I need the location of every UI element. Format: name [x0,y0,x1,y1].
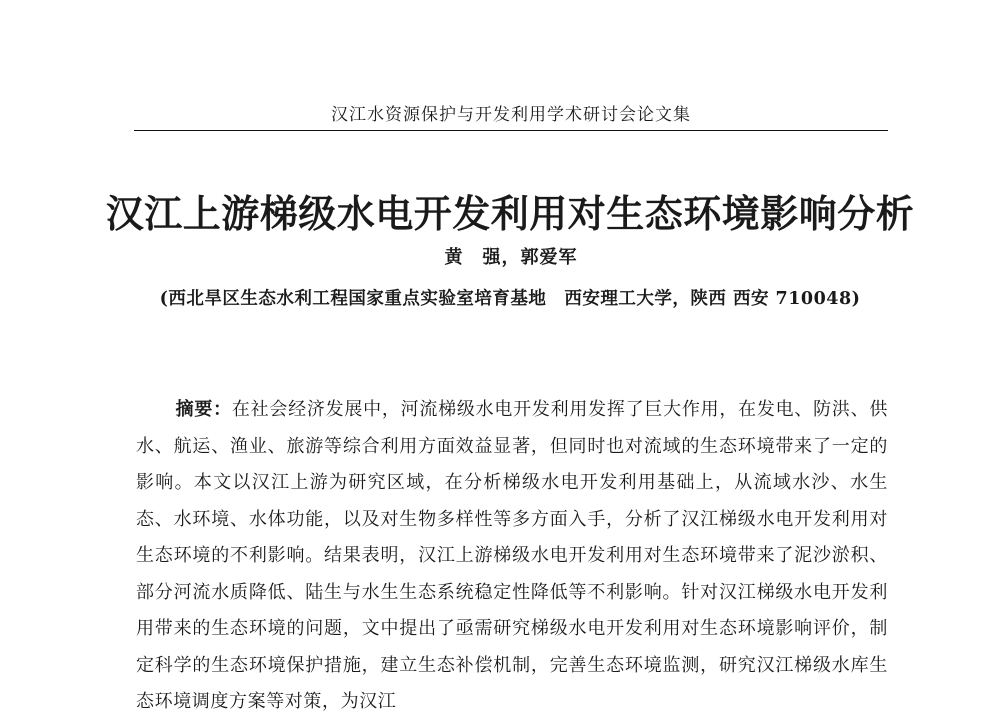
paper-authors: 黄 强，郭爱军 [444,247,578,268]
header-rule [134,130,888,131]
paper-affiliation: (西北旱区生态水利工程国家重点实验室培育基地 西安理工大学，陕西 西安 710048) [159,289,861,309]
running-header: 汉江水资源保护与开发利用学术研讨会论文集 [331,105,691,125]
abstract-paragraph [136,392,888,721]
abstract-text: 在社会经济发展中，河流梯级水电开发利用发挥了巨大作用，在发电、防洪、供水、航运、渔业、旅游等综合利用方面效益显著，但同时也对流域的生态环境带来了一定的影响。本文以汉江上游为研究区域，在分析梯级水电开发利用基础上，从流域水沙、水生态、水环境、水体功能，以及对生物多样性等多方面入手，分析了汉江梯级水电开发利用对生态环境的不利影响。结果表明，汉江上游梯级水电开发利用对生态环境带来了泥沙淤积、部分河流水质降低、陆生与水生生态系统稳定性降低等不利影响。针对汉江梯级水电开发利用带来的生态环境的问题，文中提出了亟需研究梯级水电开发利用对生态环境影响评价，制定科学的生态环境保护措施，建立生态补偿机制，完善生态环境监测，研究汉江梯级水库生态环境调度方案等对策，为汉江 [136,399,888,712]
abstract-label: 摘要： [175,399,232,420]
paper-title: 汉江上游梯级水电开发利用对生态环境影响分析 [105,191,915,236]
